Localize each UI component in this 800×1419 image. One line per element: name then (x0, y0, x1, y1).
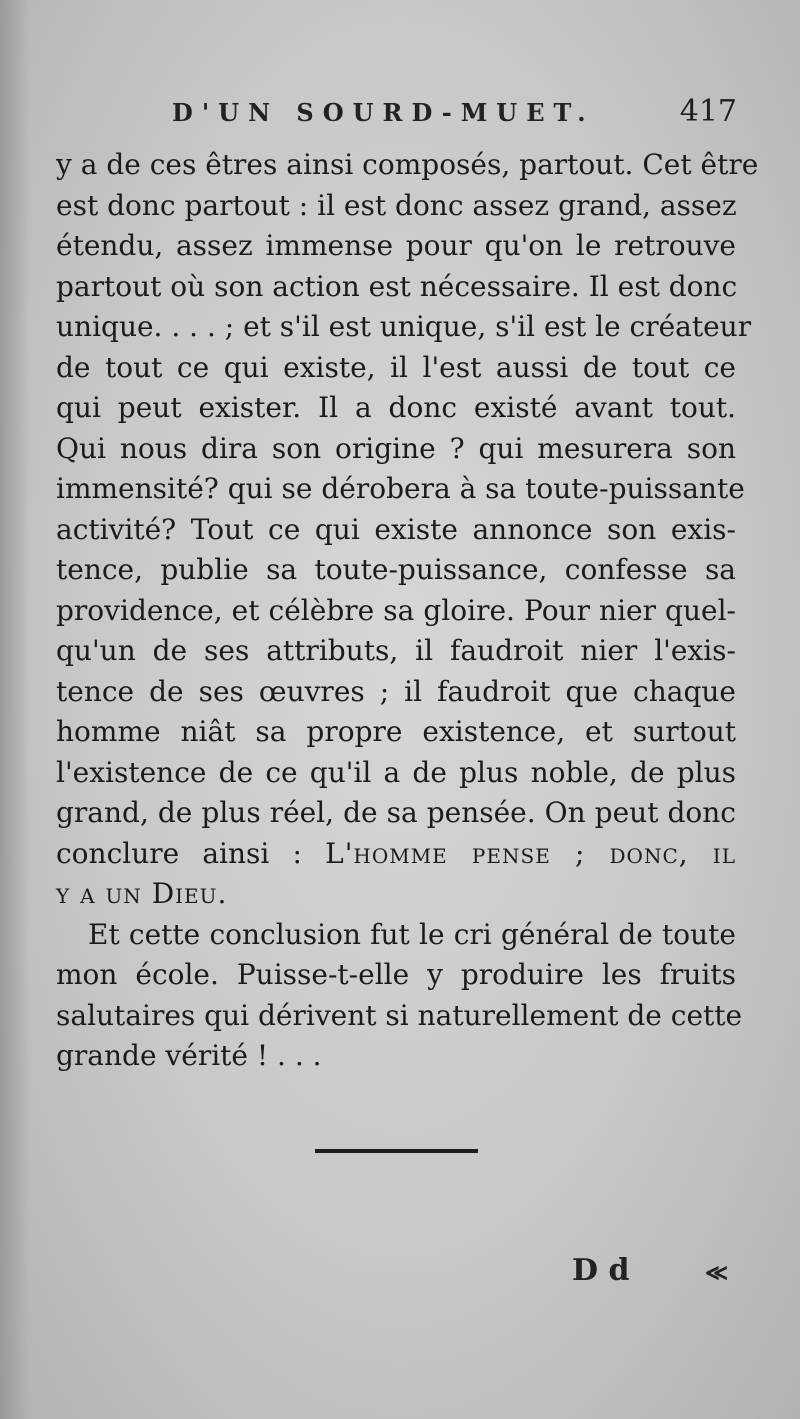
text-line: tence, publie sa toute-puissance, confesse sa (56, 553, 736, 586)
conclusion-emphasis: L'homme pense ; donc, il (325, 836, 736, 870)
text-line: immensité? qui se dérobera à sa toute-puissante (56, 472, 745, 505)
catchword-mark: ≪ (705, 1260, 729, 1286)
signature-mark: D d (572, 1253, 630, 1288)
conclusion-emphasis-end: y a un Dieu. (56, 877, 228, 910)
page-header (172, 94, 737, 138)
text-line: tence de ses œuvres ; il faudroit que chaque (56, 674, 736, 708)
paragraph-line: grande vérité ! . . . (56, 1039, 322, 1072)
text-line: grand, de plus réel, de sa pensée. On peut donc (56, 796, 736, 829)
paragraph-line: Et cette conclusion fut le cri général de toute (88, 917, 736, 951)
text-line: qu'un de ses attributs, il faudroit nier l'exis- (56, 634, 736, 667)
running-title: D'UN SOURD-MUET. (172, 98, 595, 127)
text-line: y a de ces êtres ainsi composés, partout. Cet être (56, 148, 759, 181)
text-line: homme niât sa propre existence, et surtout (56, 715, 736, 748)
text-line: qui peut exister. Il a donc existé avant tout. (56, 391, 736, 424)
page-number: 417 (679, 94, 737, 129)
section-rule (315, 1149, 478, 1153)
text-line: de tout ce qui existe, il l'est aussi de tout ce (56, 350, 736, 384)
text-line: activité? Tout ce qui existe annonce son exis- (56, 512, 736, 546)
page-gutter-shadow (0, 0, 30, 1419)
paragraph-line: mon école. Puisse-t-elle y produire les fruits (56, 958, 736, 991)
text-line: l'existence de ce qu'il a de plus noble, de plus (56, 755, 736, 789)
conclusion-line (56, 834, 736, 875)
text-line: partout où son action est nécessaire. Il est donc (56, 269, 738, 303)
text-line: étendu, assez immense pour qu'on le retrouve (56, 229, 736, 262)
text-line: Qui nous dira son origine ? qui mesurera son (56, 431, 736, 465)
conclusion-line-end (56, 874, 736, 915)
text-line: unique. . . . ; et s'il est unique, s'il est le créateur (56, 310, 752, 343)
conclusion-prefix: conclure ainsi : (56, 836, 326, 870)
text-line: est donc partout : il est donc assez grand, assez (56, 188, 737, 222)
text-line: providence, et célèbre sa gloire. Pour nier quel- (56, 593, 736, 627)
body-text (56, 145, 759, 1077)
paragraph-line: salutaires qui dérivent si naturellement de cette (56, 998, 743, 1032)
